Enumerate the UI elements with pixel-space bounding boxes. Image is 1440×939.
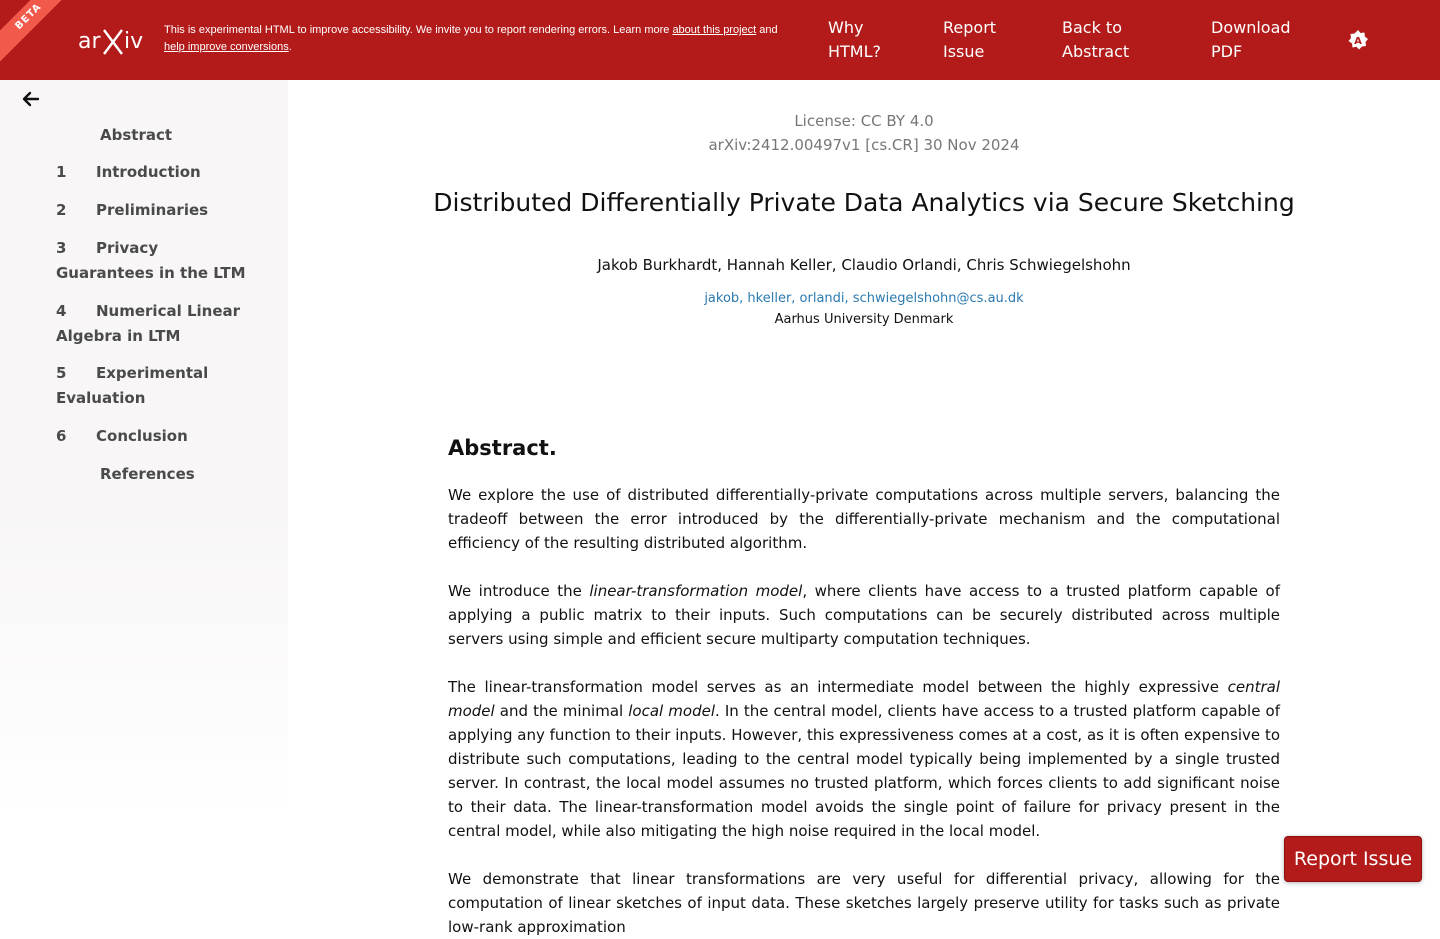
paper-title: Distributed Differentially Private Data Analytics via Secure Sketching (433, 188, 1295, 217)
license-text: License: CC BY 4.0 (794, 112, 934, 130)
toc-item-introduction[interactable]: 1 Introduction (56, 163, 201, 181)
toc-item-abstract[interactable]: Abstract (100, 126, 173, 144)
top-banner (0, 0, 1440, 80)
nav-download-pdf[interactable]: Download PDF (1211, 18, 1291, 61)
toc-item-conclusion[interactable]: 6 Conclusion (56, 427, 188, 445)
arxiv-id: arXiv:2412.00497v1 [cs.CR] 30 Nov 2024 (708, 136, 1020, 154)
nav-back-to-abstract[interactable]: Back to Abstract (1062, 18, 1130, 61)
collapse-toc-arrow-icon[interactable] (20, 88, 42, 110)
report-issue-button[interactable]: Report Issue (1284, 836, 1422, 882)
svg-text:ar: ar (78, 29, 101, 54)
abstract-paragraph-4: We demonstrate that linear transformations are very useful for differential privacy, allowing for the computation of linear sketches of input data. These sketches largely preserve utility for tasks such as private low-rank approximation (448, 870, 1280, 936)
abstract-paragraph-2: We introduce the linear-transformation model, where clients have access to a trusted platform capable of applying a public matrix to their inputs. Such computations can be securely distributed across multiple servers using simple and efficient secure multiparty computation techniques. (448, 582, 1280, 648)
help-conversions-link[interactable]: help improve conversions (164, 41, 289, 53)
svg-text:iv: iv (124, 29, 144, 54)
author-email-link[interactable]: jakob, hkeller, orlandi, schwiegelshohn@cs.au.dk (704, 291, 1024, 306)
abstract-heading: Abstract. (448, 436, 557, 460)
toc-sidebar-fade (0, 500, 288, 820)
paper-authors: Jakob Burkhardt, Hannah Keller, Claudio Orlandi, Chris Schwiegelshohn (597, 256, 1131, 274)
author-affiliation: Aarhus University Denmark (774, 312, 954, 327)
beta-ribbon: BETA (0, 0, 76, 64)
nav-why-html[interactable]: Why HTML? (828, 18, 882, 61)
arxiv-logo[interactable] (78, 24, 154, 58)
toc-item-privacy-guarantees[interactable]: 3 Privacy Guarantees in the LTM (56, 239, 246, 282)
abstract-paragraph-1: We explore the use of distributed differentially-private computations across multiple servers, balancing the tradeoff between the error introduced by the differentially-private mechanism and the computational efficiency of the resulting distributed algorithm. (448, 486, 1280, 552)
toc-item-numerical-linear-algebra[interactable]: 4 Numerical Linear Algebra in LTM (56, 302, 241, 345)
toc-item-references[interactable]: References (100, 465, 195, 483)
license-info (448, 109, 1280, 157)
nav-report-issue[interactable]: Report Issue (943, 18, 997, 61)
experimental-notice: This is experimental HTML to improve accessibility. We invite you to report rendering errors. Learn more about this project and help improve conversions. (164, 24, 778, 53)
toc-item-preliminaries[interactable]: 2 Preliminaries (56, 201, 209, 219)
theme-toggle-icon[interactable] (1346, 28, 1370, 52)
about-project-link[interactable]: about this project (672, 24, 757, 36)
toc-item-experimental-evaluation[interactable]: 5 Experimental Evaluation (56, 364, 209, 407)
svg-text:A: A (1354, 36, 1362, 47)
abstract-paragraph-3: The linear-transformation model serves as an intermediate model between the highly expressive central model and the minimal local model. In the central model, clients have access to a trusted platform capable of applying any function to their inputs. However, this expressiveness comes at a cost, as it is often expensive to distribute such computations, leading to the central model typically being implemented by a single trusted server. In contrast, the local model assumes no trusted platform, which forces clients to add significant noise to their data. The linear-transformation model avoids the single point of failure for privacy present in the central model, while also mitigating the high noise required in the local model. (448, 678, 1280, 840)
